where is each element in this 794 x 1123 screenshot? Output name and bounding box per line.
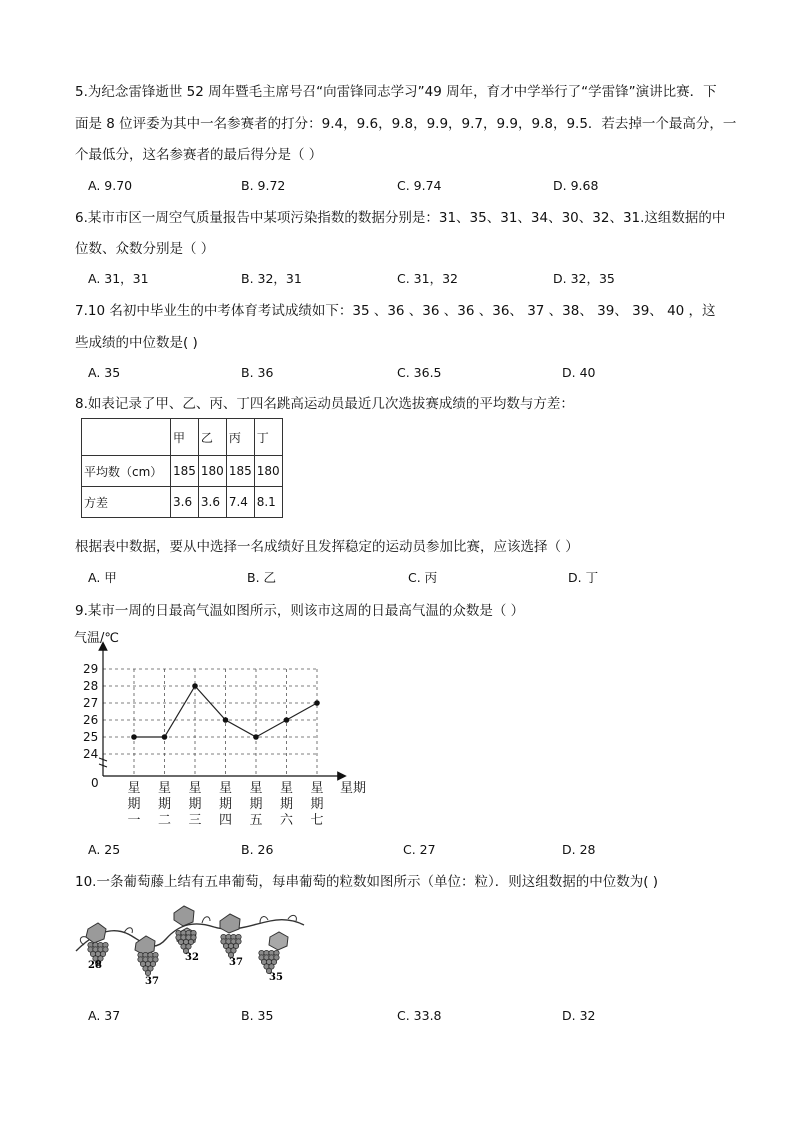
q10-option-c: C. 33.8 xyxy=(397,1008,442,1023)
table-header-jia: 甲 xyxy=(171,419,199,456)
x-tick-labels xyxy=(127,781,323,828)
q7-text-line1: 7.10 名初中毕业生的中考体育考试成绩如下：35 、36 、36 、36 、36、 37 、38、 39、 39、 40 ，这 xyxy=(75,303,716,319)
table-cell xyxy=(82,419,171,456)
data-point xyxy=(131,734,137,740)
table-cell: 8.1 xyxy=(254,487,282,518)
q5-text-line2: 面是 8 位评委为其中一名参赛者的打分：9.4，9.6，9.8，9.9，9.7，9.9，9.8，9.5．若去掉一个最高分，一 xyxy=(75,116,737,132)
grape-bunch-icon xyxy=(138,952,158,975)
data-point xyxy=(314,700,320,706)
x-tick-label: 星期七 xyxy=(310,781,324,828)
data-point xyxy=(192,683,198,689)
table-header-bing: 丙 xyxy=(226,419,254,456)
q10-option-d: D. 32 xyxy=(562,1008,596,1023)
y-axis-label: 气温/℃ xyxy=(74,631,119,646)
q9-option-a: A. 25 xyxy=(88,842,121,857)
grape-vine-illustration xyxy=(74,903,306,993)
x-tick-label: 星期六 xyxy=(279,781,294,828)
table-cell: 185 xyxy=(226,456,254,487)
q8-text-line1: 8.如表记录了甲、乙、丙、丁四名跳高运动员最近几次选拔赛成绩的平均数与方差： xyxy=(75,396,574,412)
y-tick-labels xyxy=(83,662,98,761)
grape-bunch-icon xyxy=(259,950,279,973)
table-row xyxy=(82,456,283,487)
leaf-icon xyxy=(174,906,194,926)
q10-option-b: B. 35 xyxy=(241,1008,274,1023)
q8-option-a: A. 甲 xyxy=(88,570,117,585)
q6-option-c: C. 31，32 xyxy=(397,271,458,286)
origin-label: 0 xyxy=(91,776,99,790)
q10-option-a: A. 37 xyxy=(88,1008,121,1023)
q8-option-d: D. 丁 xyxy=(568,570,599,585)
grape-bunch-icon xyxy=(176,930,196,953)
q6-option-d: D. 32，35 xyxy=(553,271,615,286)
q7-text-line2: 些成绩的中位数是( ) xyxy=(75,335,198,351)
q5-option-a: A. 9.70 xyxy=(88,178,133,193)
grape-bunch-icon xyxy=(221,934,241,957)
leaf-icon xyxy=(220,914,240,933)
q8-option-b: B. 乙 xyxy=(247,570,277,585)
x-tick-label: 星期一 xyxy=(127,781,141,828)
table-cell: 3.6 xyxy=(171,487,199,518)
y-tick-label: 29 xyxy=(83,662,99,676)
table-header-yi: 乙 xyxy=(198,419,226,456)
q6-option-a: A. 31，31 xyxy=(88,271,149,286)
q7-option-d: D. 40 xyxy=(562,365,596,380)
data-point xyxy=(253,734,259,740)
q6-option-b: B. 32，31 xyxy=(241,271,302,286)
q5-option-b: B. 9.72 xyxy=(241,178,286,193)
q7-option-b: B. 36 xyxy=(241,365,274,380)
q8-text-line2: 根据表中数据，要从中选择一名成绩好且发挥稳定的运动员参加比赛，应该选择（ ） xyxy=(75,539,579,555)
table-header-ding: 丁 xyxy=(254,419,282,456)
x-tick-label: 星期二 xyxy=(157,781,172,828)
q9-option-c: C. 27 xyxy=(403,842,436,857)
data-point xyxy=(284,717,290,723)
q8-stats-table xyxy=(81,418,283,518)
q5-text-line3: 个最低分，这名参赛者的最后得分是（ ） xyxy=(75,147,323,163)
table-cell: 180 xyxy=(198,456,226,487)
q5-option-c: C. 9.74 xyxy=(397,178,442,193)
data-point xyxy=(162,734,168,740)
q5-option-d: D. 9.68 xyxy=(553,178,599,193)
temperature-line-chart xyxy=(70,628,380,833)
table-cell: 3.6 xyxy=(198,487,226,518)
q9-option-b: B. 26 xyxy=(241,842,274,857)
y-tick-label: 27 xyxy=(83,696,99,710)
q6-text-line2: 位数、众数分别是（ ） xyxy=(75,241,215,257)
grape-count-5: 35 xyxy=(269,972,283,983)
q7-option-c: C. 36.5 xyxy=(397,365,442,380)
y-tick-label: 25 xyxy=(83,730,99,744)
data-point xyxy=(223,717,229,723)
q6-text-line1: 6.某市市区一周空气质量报告中某项污染指数的数据分别是：31、35、31、34、30、32、31.这组数据的中 xyxy=(75,210,726,226)
table-cell: 7.4 xyxy=(226,487,254,518)
table-row xyxy=(82,487,283,518)
table-row-label: 平均数（cm） xyxy=(82,456,171,487)
grape-count-4: 37 xyxy=(229,957,243,968)
grape-count-2: 37 xyxy=(145,976,159,987)
y-tick-label: 24 xyxy=(83,747,99,761)
table-cell: 180 xyxy=(254,456,282,487)
table-header-row xyxy=(82,419,283,456)
x-axis-label: 星期 xyxy=(340,781,367,796)
y-tick-label: 26 xyxy=(83,713,99,727)
x-tick-label: 星期五 xyxy=(249,781,263,828)
x-tick-label: 星期三 xyxy=(188,781,202,828)
grape-count-1: 28 xyxy=(88,960,102,971)
leaf-icon xyxy=(269,932,288,950)
chart-grid xyxy=(103,669,317,776)
q9-text-line1: 9.某市一周的日最高气温如图所示，则该市这周的日最高气温的众数是（ ） xyxy=(75,603,525,619)
q10-text-line1: 10.一条葡萄藤上结有五串葡萄，每串葡萄的粒数如图所示（单位：粒）．则这组数据的中位数为( ) xyxy=(75,874,659,890)
q7-option-a: A. 35 xyxy=(88,365,121,380)
q8-option-c: C. 丙 xyxy=(408,570,438,585)
table-cell: 185 xyxy=(171,456,199,487)
q5-text-line1: 5.为纪念雷锋逝世 52 周年暨毛主席号召“向雷锋同志学习”49 周年，育才中学举行了“学雷锋”演讲比赛．下 xyxy=(75,84,717,100)
x-tick-label: 星期四 xyxy=(218,781,233,828)
q9-option-d: D. 28 xyxy=(562,842,596,857)
table-row-label: 方差 xyxy=(82,487,171,518)
y-tick-label: 28 xyxy=(83,679,99,693)
grape-count-3: 32 xyxy=(185,952,199,963)
